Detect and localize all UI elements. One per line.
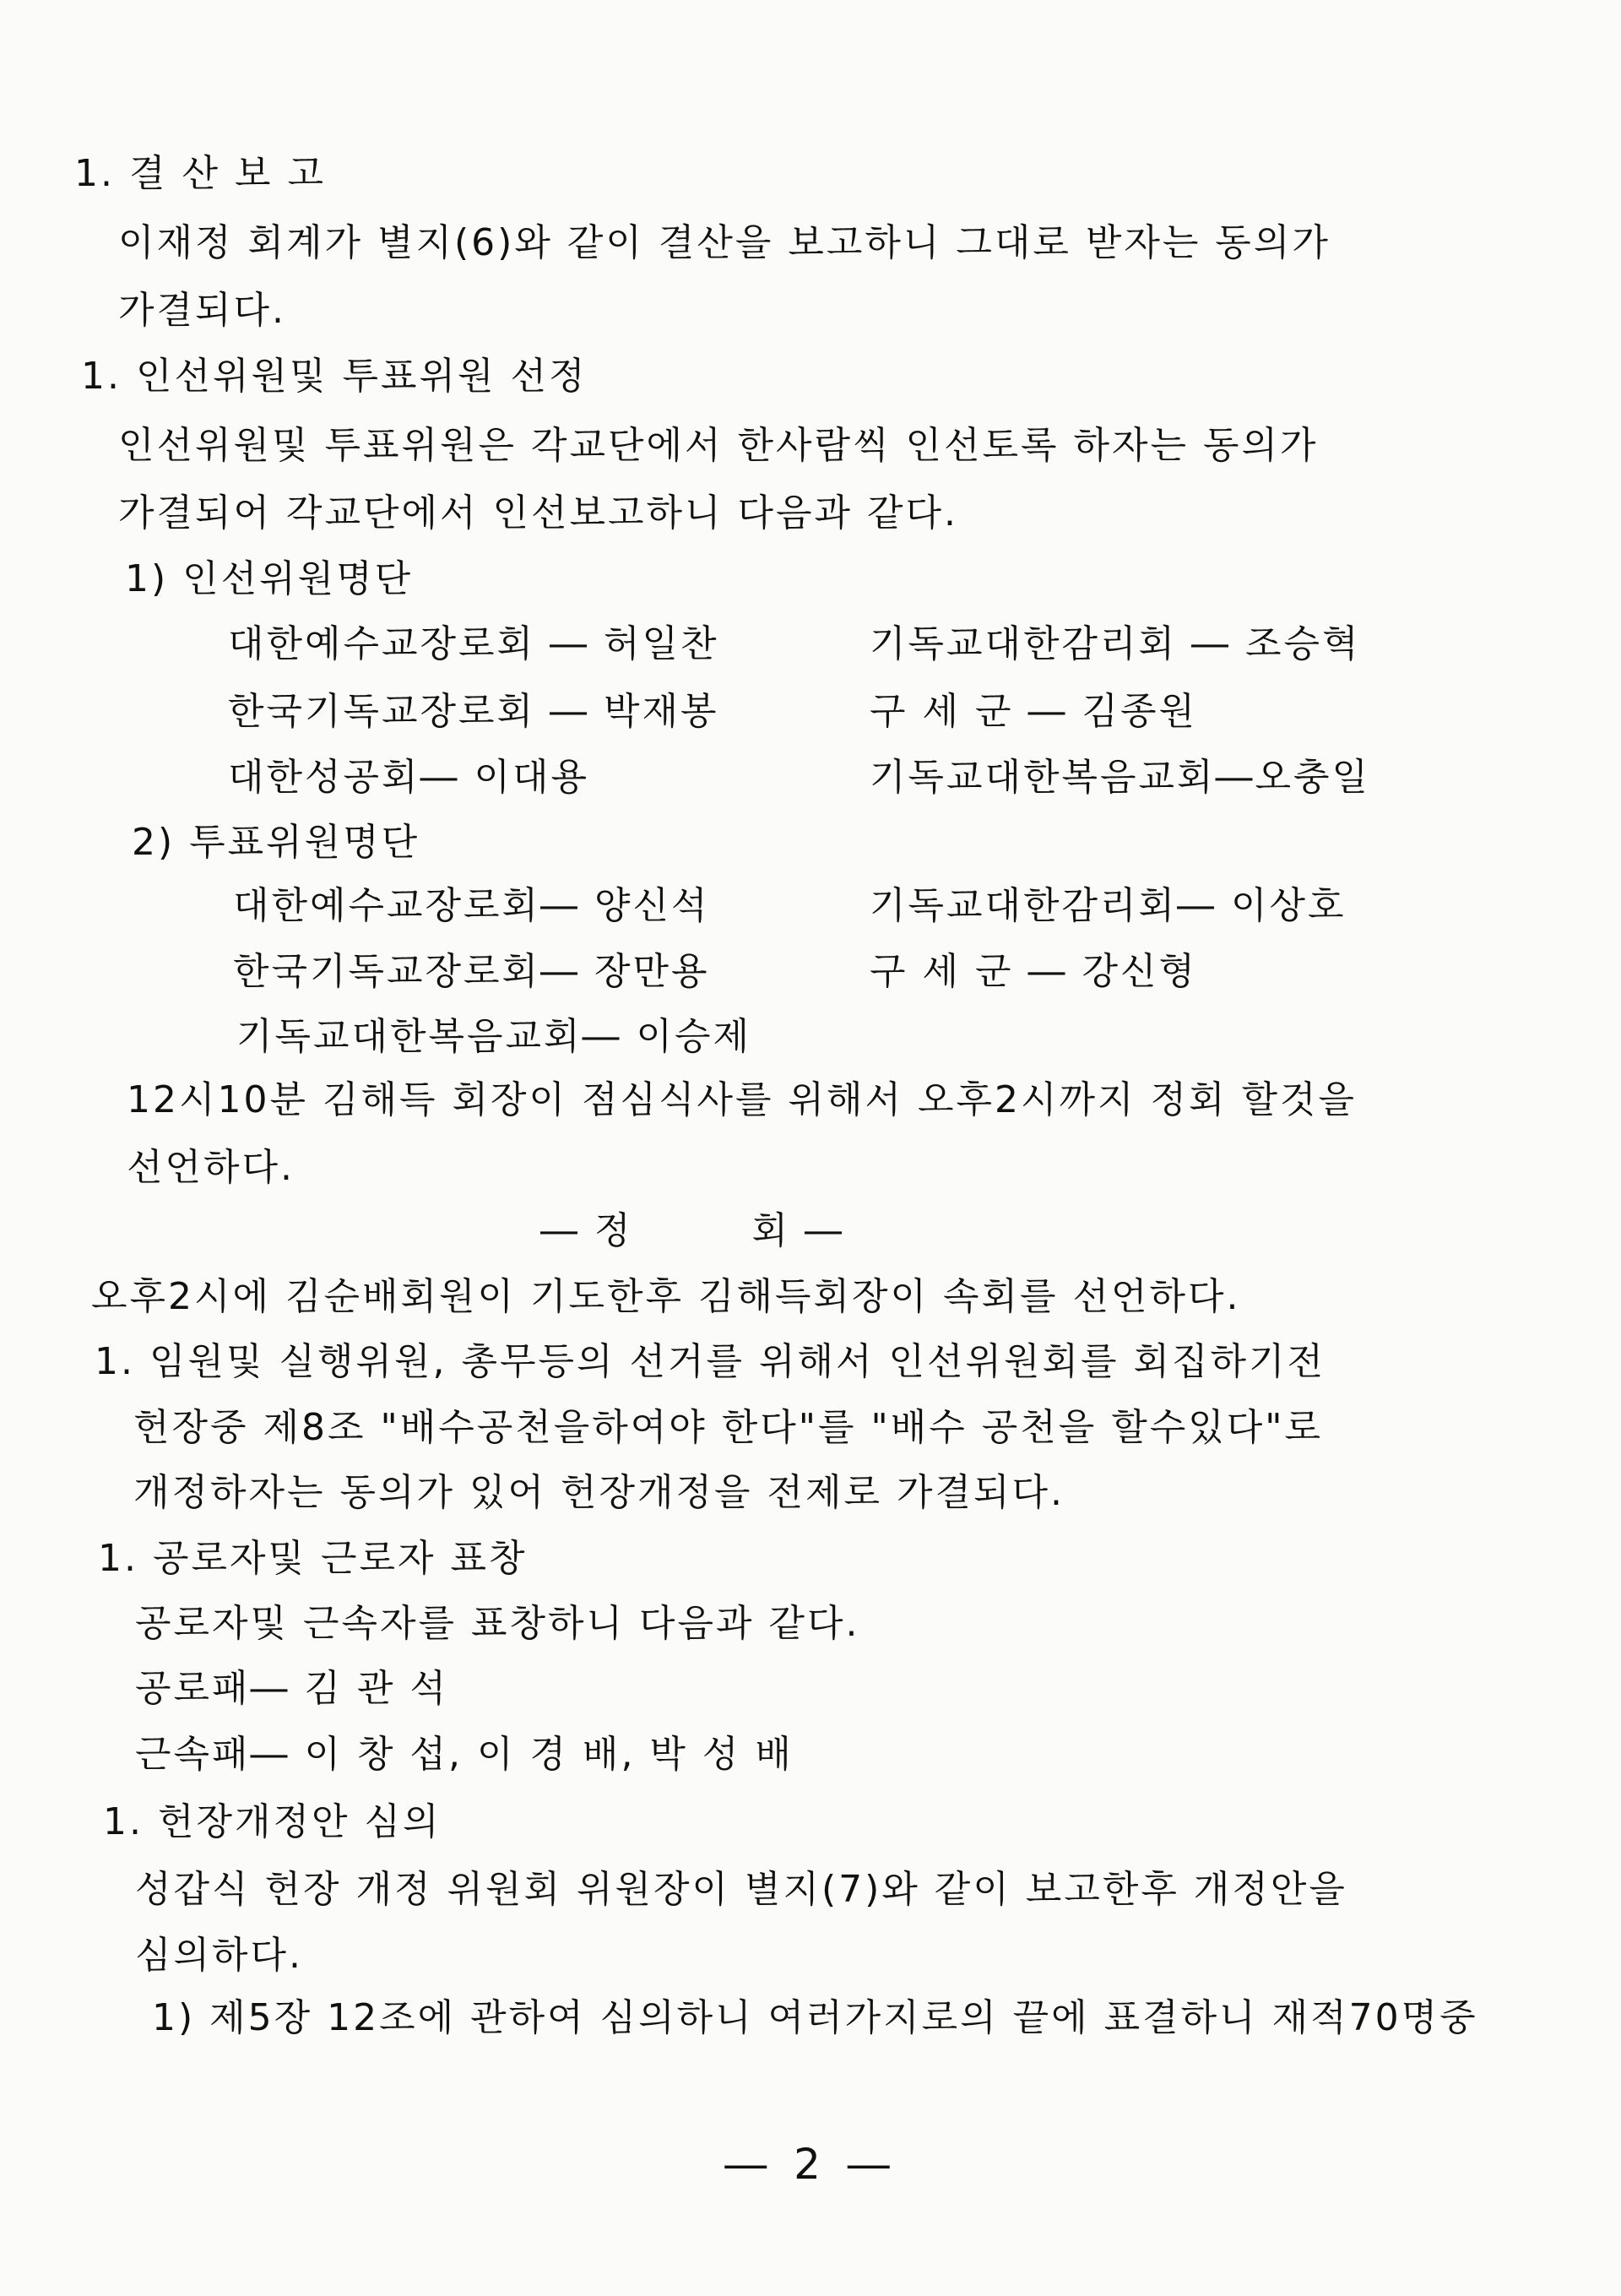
selection-row-1-right: 기독교대한감리회 ― 조승혁	[870, 622, 1361, 665]
committee-body-line-1: 인선위원및 투표위원은 각교단에서 한사람씩 인선토록 하자는 동의가	[118, 424, 1319, 467]
selection-row-3-left: 대한성공회― 이대용	[228, 756, 590, 799]
vote-list-title: 2) 투표위원명단	[132, 821, 420, 864]
selection-row-3-right: 기독교대한복음교회―오충일	[870, 756, 1371, 799]
merit-award-line: 공로패― 김 관 석	[135, 1667, 448, 1710]
settlement-heading: 1. 결 산 보 고	[74, 152, 326, 195]
page-number: ― 2 ―	[724, 2140, 897, 2189]
constitution-body-line-2: 심의하다.	[135, 1934, 304, 1977]
committee-body-line-2: 가결되어 각교단에서 인선보고하니 다음과 같다.	[118, 491, 959, 535]
constitution-item-1: 1) 제5장 12조에 관하여 심의하니 여러가지로의 끝에 표결하니 재적70명중	[152, 1996, 1478, 2039]
selection-row-2-left: 한국기독교장로회 ― 박재봉	[228, 690, 719, 733]
selection-list-title: 1) 인선위원명단	[125, 557, 414, 600]
awards-heading: 1. 공로자및 근로자 표창	[98, 1537, 528, 1580]
vote-row-1-left: 대한예수교장로회― 양신석	[233, 884, 710, 927]
service-award-line: 근속패― 이 창 섭, 이 경 배, 박 성 배	[135, 1733, 794, 1776]
selection-row-2-right: 구 세 군 ― 김종원	[870, 690, 1197, 733]
vote-row-2-left: 한국기독교장로회― 장만용	[233, 950, 710, 993]
vote-row-1-right: 기독교대한감리회― 이상호	[870, 884, 1347, 927]
vote-row-3-left: 기독교대한복음교회― 이승제	[236, 1015, 752, 1058]
vote-row-2-right: 구 세 군 ― 강신형	[870, 950, 1197, 993]
settlement-body-line-2: 가결되다.	[118, 289, 287, 332]
settlement-body-line-1: 이재정 회계가 별지(6)와 같이 결산을 보고하니 그대로 받자는 동의가	[118, 221, 1331, 264]
selection-row-1-left: 대한예수교장로회 ― 허일찬	[228, 622, 719, 665]
resume-line: 오후2시에 김순배회원이 기도한후 김해득회장이 속회를 선언하다.	[91, 1275, 1241, 1318]
election-body-line-1: 헌장중 제8조 "배수공천을하여야 한다"를 "배수 공천을 할수있다"로	[133, 1406, 1323, 1449]
committee-heading: 1. 인선위원및 투표위원 선정	[81, 355, 588, 398]
constitution-heading: 1. 헌장개정안 심의	[103, 1800, 442, 1843]
recess-note-line-2: 선언하다.	[127, 1146, 295, 1189]
recess-note-line-1: 12시10분 김해득 회장이 점심식사를 위해서 오후2시까지 정회 할것을	[127, 1078, 1357, 1121]
election-heading: 1. 임원및 실행위원, 총무등의 선거를 위해서 인선위원회를 회집하기전	[95, 1340, 1326, 1383]
constitution-body-line-1: 성갑식 헌장 개정 위원회 위원장이 별지(7)와 같이 보고한후 개정안을	[135, 1868, 1347, 1911]
awards-body: 공로자및 근속자를 표창하니 다음과 같다.	[135, 1602, 860, 1645]
recess-marker: ― 정 회 ―	[540, 1209, 844, 1252]
election-body-line-2: 개정하자는 동의가 있어 헌장개정을 전제로 가결되다.	[133, 1471, 1065, 1514]
